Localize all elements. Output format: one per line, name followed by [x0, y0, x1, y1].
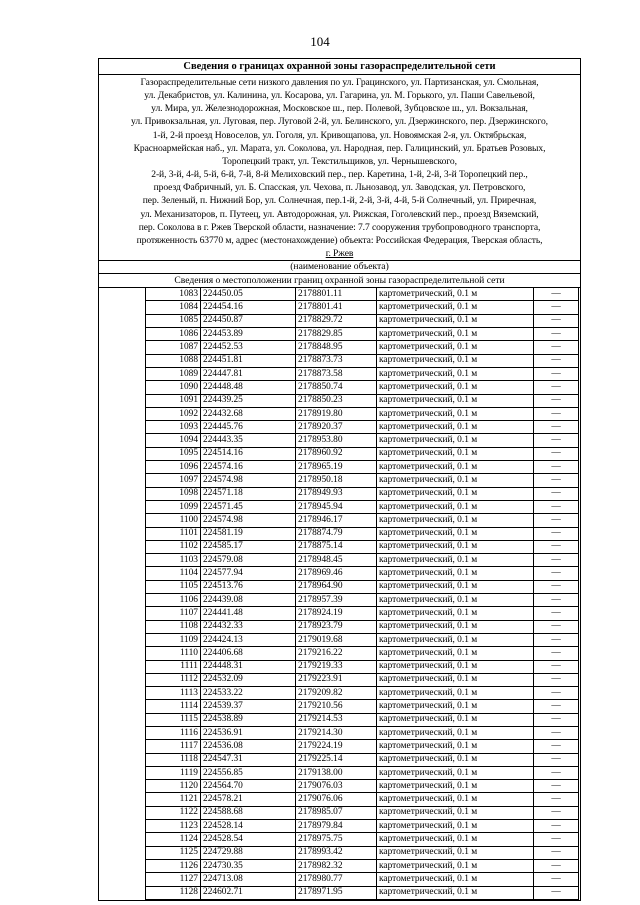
description-mark: —	[534, 647, 579, 660]
determination-method: картометрический, 0.1 м	[377, 394, 534, 407]
coordinate-x: 224514.16	[201, 447, 296, 460]
point-number: 1092	[146, 407, 201, 420]
page-number: 104	[310, 34, 330, 49]
table-row	[146, 687, 579, 700]
coordinate-y: 2178964.90	[296, 580, 377, 593]
coordinate-y: 2178971.95	[296, 886, 377, 899]
determination-method: картометрический, 0.1 м	[377, 607, 534, 620]
description-mark: —	[534, 288, 579, 301]
coordinate-y: 2178946.17	[296, 514, 377, 527]
coordinate-x: 224578.21	[201, 793, 296, 806]
determination-method: картометрический, 0.1 м	[377, 434, 534, 447]
description-mark: —	[534, 394, 579, 407]
coordinate-x: 224432.33	[201, 620, 296, 633]
table-row	[146, 487, 579, 500]
point-number: 1083	[146, 288, 201, 301]
coordinate-y: 2179224.19	[296, 740, 377, 753]
point-number: 1112	[146, 673, 201, 686]
coordinate-x: 224536.91	[201, 726, 296, 739]
object-description-line: Торопецкий тракт, ул. Текстильщиков, ул. Чернышевского,	[222, 155, 457, 167]
coordinate-x: 224574.98	[201, 514, 296, 527]
description-mark: —	[534, 620, 579, 633]
determination-method: картометрический, 0.1 м	[377, 620, 534, 633]
determination-method: картометрический, 0.1 м	[377, 886, 534, 899]
determination-method: картометрический, 0.1 м	[377, 833, 534, 846]
point-number: 1125	[146, 846, 201, 859]
point-number: 1102	[146, 540, 201, 553]
coordinate-y: 2178953.80	[296, 434, 377, 447]
table-row	[146, 500, 579, 513]
table-row	[146, 394, 579, 407]
coordinate-y: 2178874.79	[296, 527, 377, 540]
object-description-line: 2-й, 3-й, 4-й, 5-й, 6-й, 7-й, 8-й Мелиховский пер., пер. Каретина, 1-й, 2-й, 3-й Торопецкий пер.,	[151, 169, 528, 181]
determination-method: картометрический, 0.1 м	[377, 846, 534, 859]
point-number: 1093	[146, 421, 201, 434]
point-number: 1104	[146, 567, 201, 580]
table-row	[146, 301, 579, 314]
table-row	[146, 341, 579, 354]
coordinate-y: 2178982.32	[296, 859, 377, 872]
coordinate-x: 224432.68	[201, 407, 296, 420]
determination-method: картометрический, 0.1 м	[377, 554, 534, 567]
object-description-line: протяженность 63770 м, адрес (местонахождение) объекта: Российская Федерация, Тверская область,	[136, 234, 543, 246]
point-number: 1101	[146, 527, 201, 540]
object-name-caption: (наименование объекта)	[99, 260, 580, 274]
point-number: 1091	[146, 394, 201, 407]
table-row	[146, 740, 579, 753]
coordinate-x: 224571.18	[201, 487, 296, 500]
table-row	[146, 859, 579, 872]
description-mark: —	[534, 381, 579, 394]
determination-method: картометрический, 0.1 м	[377, 726, 534, 739]
point-number: 1088	[146, 354, 201, 367]
point-number: 1109	[146, 633, 201, 646]
determination-method: картометрический, 0.1 м	[377, 500, 534, 513]
table-row	[146, 567, 579, 580]
determination-method: картометрический, 0.1 м	[377, 367, 534, 380]
determination-method: картометрический, 0.1 м	[377, 421, 534, 434]
determination-method: картометрический, 0.1 м	[377, 660, 534, 673]
coordinate-y: 2178829.72	[296, 314, 377, 327]
description-mark: —	[534, 753, 579, 766]
point-number: 1103	[146, 554, 201, 567]
table-row	[146, 846, 579, 859]
description-mark: —	[534, 474, 579, 487]
coordinate-y: 2178924.19	[296, 607, 377, 620]
coordinate-x: 224445.76	[201, 421, 296, 434]
section-title: Сведения о местоположении границ охранной зоны газораспределительной сети	[99, 274, 580, 288]
coordinate-x: 224439.25	[201, 394, 296, 407]
coordinate-y: 2178950.18	[296, 474, 377, 487]
coordinates-table	[145, 288, 579, 900]
description-mark: —	[534, 607, 579, 620]
object-description-line: ул. Декабристов, ул. Калинина, ул. Косарова, ул. Гагарина, ул. М. Горького, ул. Паши Савельевой,	[144, 90, 535, 102]
coordinate-y: 2178923.79	[296, 620, 377, 633]
description-mark: —	[534, 660, 579, 673]
point-number: 1107	[146, 607, 201, 620]
table-row	[146, 673, 579, 686]
description-mark: —	[534, 328, 579, 341]
coordinate-x: 224528.54	[201, 833, 296, 846]
table-row	[146, 620, 579, 633]
coordinate-y: 2178948.45	[296, 554, 377, 567]
description-mark: —	[534, 713, 579, 726]
coordinate-x: 224448.48	[201, 381, 296, 394]
coordinate-x: 224448.31	[201, 660, 296, 673]
point-number: 1114	[146, 700, 201, 713]
point-number: 1086	[146, 328, 201, 341]
point-number: 1108	[146, 620, 201, 633]
coordinate-x: 224424.13	[201, 633, 296, 646]
object-description-line: проезд Фабричный, ул. Б. Спасская, ул. Чехова, п. Льнозавод, ул. Заводская, ул. Петровского,	[153, 182, 526, 194]
object-description-line: ул. Механизаторов, п. Путеец, ул. Автодорожная, ул. Рижская, Гоголевский пер., проезд Вяземский,	[140, 208, 539, 220]
coordinate-y: 2178829.85	[296, 328, 377, 341]
object-description-line: Газораспределительные сети низкого давления по ул. Грацинского, ул. Партизанская, ул. Смольная,	[140, 77, 539, 88]
determination-method: картометрический, 0.1 м	[377, 580, 534, 593]
table-row	[146, 381, 579, 394]
coordinate-x: 224513.76	[201, 580, 296, 593]
description-mark: —	[534, 886, 579, 899]
description-mark: —	[534, 301, 579, 314]
table-row	[146, 607, 579, 620]
coordinate-y: 2179138.00	[296, 766, 377, 779]
point-number: 1090	[146, 381, 201, 394]
point-number: 1110	[146, 647, 201, 660]
determination-method: картометрический, 0.1 м	[377, 687, 534, 700]
table-row	[146, 407, 579, 420]
coordinate-x: 224547.31	[201, 753, 296, 766]
determination-method: картометрический, 0.1 м	[377, 793, 534, 806]
determination-method: картометрический, 0.1 м	[377, 527, 534, 540]
point-number: 1094	[146, 434, 201, 447]
point-number: 1115	[146, 713, 201, 726]
point-number: 1084	[146, 301, 201, 314]
description-mark: —	[534, 341, 579, 354]
coordinate-y: 2178801.11	[296, 288, 377, 301]
description-mark: —	[534, 793, 579, 806]
description-mark: —	[534, 673, 579, 686]
description-mark: —	[534, 461, 579, 474]
point-number: 1113	[146, 687, 201, 700]
table-row	[146, 447, 579, 460]
determination-method: картометрический, 0.1 м	[377, 873, 534, 886]
table-row	[146, 713, 579, 726]
table-row	[146, 527, 579, 540]
description-mark: —	[534, 567, 579, 580]
determination-method: картометрический, 0.1 м	[377, 673, 534, 686]
determination-method: картометрический, 0.1 м	[377, 594, 534, 607]
coordinate-x: 224528.14	[201, 820, 296, 833]
description-mark: —	[534, 846, 579, 859]
description-mark: —	[534, 500, 579, 513]
coordinate-y: 2178960.92	[296, 447, 377, 460]
point-number: 1128	[146, 886, 201, 899]
point-number: 1117	[146, 740, 201, 753]
coordinate-y: 2179223.91	[296, 673, 377, 686]
point-number: 1089	[146, 367, 201, 380]
coordinate-y: 2178965.19	[296, 461, 377, 474]
point-number: 1105	[146, 580, 201, 593]
coordinate-x: 224450.05	[201, 288, 296, 301]
table-row	[146, 766, 579, 779]
table-row	[146, 434, 579, 447]
coordinate-y: 2178957.39	[296, 594, 377, 607]
table-row	[146, 753, 579, 766]
coordinate-x: 224533.22	[201, 687, 296, 700]
object-description-line: Красноармейская наб., ул. Марата, ул. Соколова, ул. Народная, пер. Галицинский, ул. Братьев Розовых,	[133, 142, 546, 154]
point-number: 1098	[146, 487, 201, 500]
object-description-line: ул. Привокзальная, ул. Луговая, пер. Луговой 2-й, ул. Белинского, ул. Дзержинского, пер. Дзержинского,	[131, 116, 548, 128]
point-number: 1111	[146, 660, 201, 673]
coordinate-y: 2178919.80	[296, 407, 377, 420]
object-description-line: пер. Зеленый, п. Нижний Бор, ул. Солнечная, пер.1-й, 2-й, 3-й, 4-й, 5-й Солнечный, ул. Приречная,	[142, 195, 537, 207]
coordinate-x: 224454.16	[201, 301, 296, 314]
point-number: 1095	[146, 447, 201, 460]
description-mark: —	[534, 687, 579, 700]
coordinate-y: 2178969.46	[296, 567, 377, 580]
description-mark: —	[534, 554, 579, 567]
coordinate-y: 2179076.03	[296, 780, 377, 793]
point-number: 1124	[146, 833, 201, 846]
coordinate-x: 224730.35	[201, 859, 296, 872]
coordinate-x: 224574.16	[201, 461, 296, 474]
point-number: 1116	[146, 726, 201, 739]
coordinate-x: 224538.89	[201, 713, 296, 726]
determination-method: картометрический, 0.1 м	[377, 700, 534, 713]
coordinate-x: 224579.08	[201, 554, 296, 567]
determination-method: картометрический, 0.1 м	[377, 474, 534, 487]
object-description-line: ул. Мира, ул. Железнодорожная, Московское ш., пер. Полевой, Зубцовское ш., ул. Вокзальная,	[151, 103, 528, 115]
description-mark: —	[534, 514, 579, 527]
coordinate-y: 2178850.23	[296, 394, 377, 407]
description-mark: —	[534, 633, 579, 646]
coordinate-x: 224564.70	[201, 780, 296, 793]
determination-method: картометрический, 0.1 м	[377, 567, 534, 580]
determination-method: картометрический, 0.1 м	[377, 740, 534, 753]
point-number: 1120	[146, 780, 201, 793]
coordinate-y: 2179214.53	[296, 713, 377, 726]
coordinate-y: 2178801.41	[296, 301, 377, 314]
coordinate-y: 2178993.42	[296, 846, 377, 859]
table-row	[146, 780, 579, 793]
coordinate-x: 224443.35	[201, 434, 296, 447]
coordinate-x: 224729.88	[201, 846, 296, 859]
description-mark: —	[534, 873, 579, 886]
point-number: 1096	[146, 461, 201, 474]
coordinate-x: 224577.94	[201, 567, 296, 580]
description-mark: —	[534, 806, 579, 819]
description-mark: —	[534, 367, 579, 380]
coordinate-y: 2179214.30	[296, 726, 377, 739]
description-mark: —	[534, 859, 579, 872]
table-row	[146, 660, 579, 673]
point-number: 1123	[146, 820, 201, 833]
table-row	[146, 700, 579, 713]
object-description-line: 1-й, 2-й проезд Новоселов, ул. Гоголя, ул. Кривощапова, ул. Новоямская 2-я, ул. Октябрьская,	[152, 129, 527, 141]
coordinate-x: 224452.53	[201, 341, 296, 354]
coordinate-y: 2179019.68	[296, 633, 377, 646]
coordinate-x: 224585.17	[201, 540, 296, 553]
description-mark: —	[534, 700, 579, 713]
description-mark: —	[534, 354, 579, 367]
coordinate-y: 2179210.56	[296, 700, 377, 713]
description-mark: —	[534, 447, 579, 460]
point-number: 1121	[146, 793, 201, 806]
coordinate-x: 224536.08	[201, 740, 296, 753]
coordinate-x: 224713.08	[201, 873, 296, 886]
object-description	[99, 75, 580, 260]
coordinate-x: 224571.45	[201, 500, 296, 513]
coordinate-x: 224441.48	[201, 607, 296, 620]
table-row	[146, 820, 579, 833]
determination-method: картометрический, 0.1 м	[377, 461, 534, 474]
coordinate-x: 224556.85	[201, 766, 296, 779]
table-row	[146, 726, 579, 739]
object-description-last-line: г. Ржев	[325, 248, 354, 260]
determination-method: картометрический, 0.1 м	[377, 447, 534, 460]
point-number: 1085	[146, 314, 201, 327]
determination-method: картометрический, 0.1 м	[377, 487, 534, 500]
coordinate-y: 2179219.33	[296, 660, 377, 673]
coordinate-x: 224602.71	[201, 886, 296, 899]
zone-boundary-sheet	[98, 58, 581, 901]
coordinate-y: 2179225.14	[296, 753, 377, 766]
coordinate-y: 2178975.75	[296, 833, 377, 846]
coordinate-y: 2178980.77	[296, 873, 377, 886]
table-row	[146, 833, 579, 846]
table-row	[146, 540, 579, 553]
point-number: 1106	[146, 594, 201, 607]
table-row	[146, 793, 579, 806]
table-row	[146, 806, 579, 819]
coordinate-x: 224532.09	[201, 673, 296, 686]
coordinate-x: 224581.19	[201, 527, 296, 540]
coordinate-x: 224574.98	[201, 474, 296, 487]
coordinate-y: 2178873.58	[296, 367, 377, 380]
determination-method: картометрический, 0.1 м	[377, 328, 534, 341]
coordinate-x: 224406.68	[201, 647, 296, 660]
coordinate-x: 224539.37	[201, 700, 296, 713]
point-number: 1100	[146, 514, 201, 527]
description-mark: —	[534, 780, 579, 793]
determination-method: картометрический, 0.1 м	[377, 753, 534, 766]
point-number: 1127	[146, 873, 201, 886]
determination-method: картометрический, 0.1 м	[377, 314, 534, 327]
determination-method: картометрический, 0.1 м	[377, 514, 534, 527]
determination-method: картометрический, 0.1 м	[377, 381, 534, 394]
description-mark: —	[534, 726, 579, 739]
table-row	[146, 886, 579, 899]
determination-method: картометрический, 0.1 м	[377, 780, 534, 793]
coordinate-y: 2178850.74	[296, 381, 377, 394]
description-mark: —	[534, 740, 579, 753]
table-row	[146, 288, 579, 301]
coordinate-y: 2178875.14	[296, 540, 377, 553]
table-row	[146, 580, 579, 593]
coordinate-y: 2179216.22	[296, 647, 377, 660]
table-row	[146, 328, 579, 341]
description-mark: —	[534, 527, 579, 540]
description-mark: —	[534, 434, 579, 447]
determination-method: картометрический, 0.1 м	[377, 859, 534, 872]
table-row	[146, 647, 579, 660]
table-row	[146, 594, 579, 607]
determination-method: картометрический, 0.1 м	[377, 540, 534, 553]
coordinate-x: 224588.68	[201, 806, 296, 819]
document-title: Сведения о границах охранной зоны газораспределительной сети	[99, 59, 580, 75]
point-number: 1122	[146, 806, 201, 819]
coordinate-y: 2178945.94	[296, 500, 377, 513]
determination-method: картометрический, 0.1 м	[377, 288, 534, 301]
point-number: 1126	[146, 859, 201, 872]
description-mark: —	[534, 833, 579, 846]
determination-method: картометрический, 0.1 м	[377, 354, 534, 367]
point-number: 1119	[146, 766, 201, 779]
description-mark: —	[534, 540, 579, 553]
coordinate-x: 224451.81	[201, 354, 296, 367]
description-mark: —	[534, 820, 579, 833]
description-mark: —	[534, 421, 579, 434]
description-mark: —	[534, 580, 579, 593]
determination-method: картометрический, 0.1 м	[377, 407, 534, 420]
description-mark: —	[534, 314, 579, 327]
determination-method: картометрический, 0.1 м	[377, 647, 534, 660]
coordinate-x: 224453.89	[201, 328, 296, 341]
coordinate-y: 2178985.07	[296, 806, 377, 819]
table-row	[146, 461, 579, 474]
table-row	[146, 367, 579, 380]
object-description-line: пер. Соколова в г. Ржев Тверской области, назначение: 7.7 сооружения трубопроводного транспорта,	[138, 221, 541, 233]
determination-method: картометрический, 0.1 м	[377, 301, 534, 314]
table-row	[146, 633, 579, 646]
coordinate-x: 224450.87	[201, 314, 296, 327]
coordinate-y: 2178949.93	[296, 487, 377, 500]
determination-method: картометрический, 0.1 м	[377, 713, 534, 726]
table-row	[146, 421, 579, 434]
determination-method: картометрический, 0.1 м	[377, 820, 534, 833]
description-mark: —	[534, 766, 579, 779]
determination-method: картометрический, 0.1 м	[377, 633, 534, 646]
coordinate-y: 2179209.82	[296, 687, 377, 700]
coordinate-x: 224447.81	[201, 367, 296, 380]
table-row	[146, 314, 579, 327]
determination-method: картометрический, 0.1 м	[377, 766, 534, 779]
determination-method: картометрический, 0.1 м	[377, 341, 534, 354]
coordinate-y: 2179076.06	[296, 793, 377, 806]
point-number: 1099	[146, 500, 201, 513]
coordinate-y: 2178979.84	[296, 820, 377, 833]
table-row	[146, 554, 579, 567]
point-number: 1118	[146, 753, 201, 766]
description-mark: —	[534, 594, 579, 607]
coordinate-y: 2178873.73	[296, 354, 377, 367]
determination-method: картометрический, 0.1 м	[377, 806, 534, 819]
coordinate-x: 224439.08	[201, 594, 296, 607]
coordinate-y: 2178848.95	[296, 341, 377, 354]
point-number: 1087	[146, 341, 201, 354]
table-row	[146, 514, 579, 527]
description-mark: —	[534, 407, 579, 420]
table-row	[146, 474, 579, 487]
point-number: 1097	[146, 474, 201, 487]
coordinate-y: 2178920.37	[296, 421, 377, 434]
table-row	[146, 873, 579, 886]
table-row	[146, 354, 579, 367]
description-mark: —	[534, 487, 579, 500]
